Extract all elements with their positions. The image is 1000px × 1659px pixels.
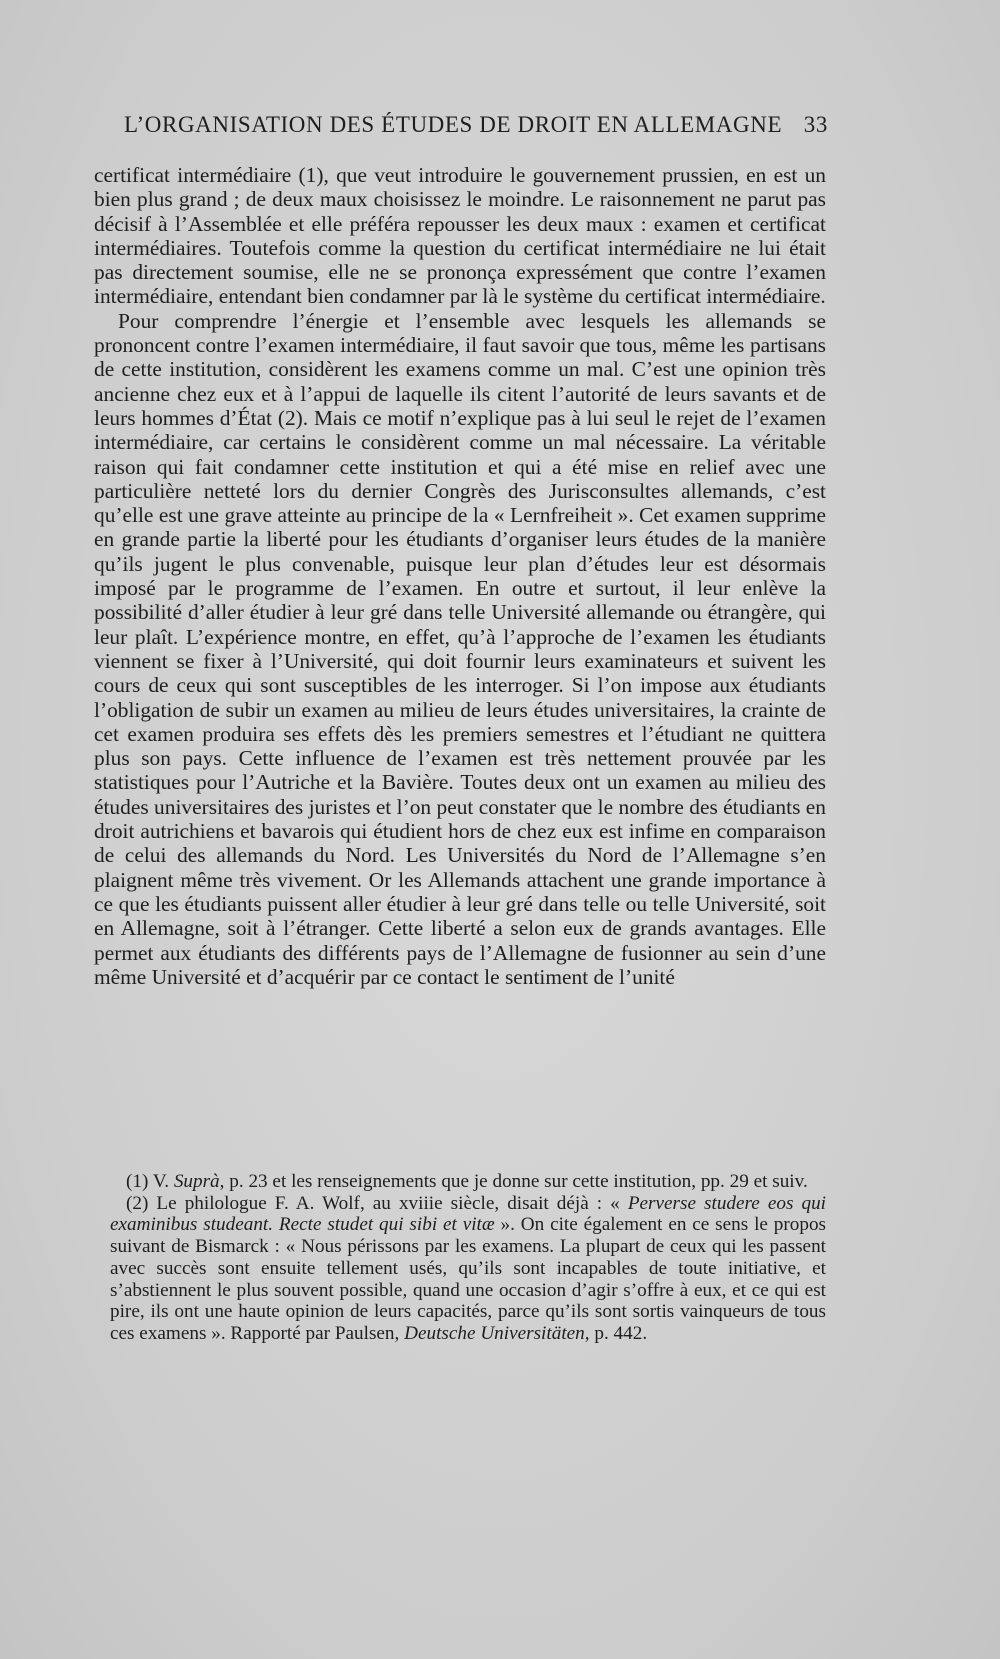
footnote-2-text-a: (2) Le philologue F. A. Wolf, au xviiie siècle, disait déjà : «	[126, 1192, 628, 1214]
footnote-2-text-b: ». On cite également en ce sens le propos suivant de Bismarck : « Nous périssons par les examens. La plupart de ceux qui les passent avec succès sont ensuite tellement usés, qu’ils sont incapables de toute initiative, et s’abstiennent le plus souvent possible, quand une occasion d’agir s’offre à eux, et ce qui est pire, ils ont une haute opinion de leurs capacités, parce qu’ils sont sortis vainqueurs de tous ces examens ». Rapporté par Paulsen,	[110, 1214, 827, 1344]
footnote-2-book-title: Deutsche Universitäten	[404, 1322, 585, 1344]
footnote-1-italic: Suprà	[173, 1171, 220, 1192]
footnotes	[110, 1171, 826, 1345]
running-head	[124, 112, 828, 142]
footnote-2	[110, 1193, 826, 1345]
main-text	[94, 163, 826, 989]
paragraph-continued: certificat intermédiaire (1), que veut introduire le gouvernement prussien, en est un bien plus grand ; de deux maux choisissez le moindre. Le raisonnement ne parut pas décisif à l’Assemblée et elle préféra repousser les deux maux : examen et certificat intermédiaires. Toutefois comme la question du certificat intermédiaire ne lui était pas directement soumise, elle ne se prononça expressément que contre l’examen intermédiaire, entendant bien condamner par là le système du certificat intermédiaire.	[94, 163, 826, 309]
footnote-1-text-a: (1) V.	[126, 1171, 174, 1192]
footnote-2-text-c: , p. 442.	[584, 1322, 648, 1344]
footnote-2-latin-quote: Perverse studere eos qui examinibus studeant. Recte studet qui sibi et vitæ	[110, 1192, 826, 1236]
running-title: L’ORGANISATION DES ÉTUDES DE DROIT EN ALLEMAGNE	[124, 112, 783, 137]
page-number: 33	[803, 112, 828, 137]
footnote-1-text-b: , p. 23 et les renseignements que je donne sur cette institution, pp. 29 et suiv.	[219, 1171, 808, 1192]
paragraph-examen-intermediaire: Pour comprendre l’énergie et l’ensemble avec lesquels les allemands se prononcent contre l’examen intermédiaire, il faut savoir que tous, même les partisans de cette institution, considèrent les examens comme un mal. C’est une opinion très ancienne chez eux et à l’appui de laquelle ils citent l’autorité de leurs savants et de leurs hommes d’État (2). Mais ce motif n’explique pas à lui seul le rejet de l’examen intermédiaire, car certains le considèrent comme un mal nécessaire. La véritable raison qui fait condamner cette institution et qui a été mise en relief avec une particulière netteté lors du dernier Congrès des Jurisconsultes allemands, c’est qu’elle est une grave atteinte au principe de la « Lernfreiheit ». Cet examen supprime en grande partie la liberté pour les étudiants d’organiser leurs études de la manière qu’ils jugent le plus convenable, puisque leur plan d’études leur est désormais imposé par le programme de l’examen. En outre et surtout, il leur enlève la possibilité d’aller étudier à leur gré dans telle Université allemande ou étrangère, qui leur plaît. L’expérience montre, en effet, qu’à l’approche de l’examen les étudiants viennent se fixer à l’Université, qui doit fournir leurs examinateurs et suivent les cours de ceux qui sont susceptibles de les interroger. Si l’on impose aux étudiants l’obligation de subir un examen au milieu de leurs études universitaires, la crainte de cet examen produira ses effets dès les premiers semestres et l’étudiant ne quittera plus son pays. Cette influence de l’examen est très nettement prouvée par les statistiques pour l’Autriche et la Bavière. Toutes deux ont un examen au milieu des études universitaires des juristes et l’on peut constater que le nombre des étudiants en droit autrichiens et bavarois qui étudient hors de chez eux est infime en comparaison de celui des allemands du Nord. Les Universités du Nord de l’Allemagne s’en plaignent même très vivement. Or les Allemands attachent une grande importance à ce que les étudiants puissent aller étudier à leur gré dans telle ou telle Université, soit en Allemagne, soit à l’étranger. Cette liberté a selon eux de grands avantages. Elle permet aux étudiants des différents pays de l’Allemagne de fusionner au sein d’une même Université et d’acquérir par ce contact le sentiment de l’unité	[94, 308, 826, 989]
footnote-1	[110, 1171, 826, 1193]
